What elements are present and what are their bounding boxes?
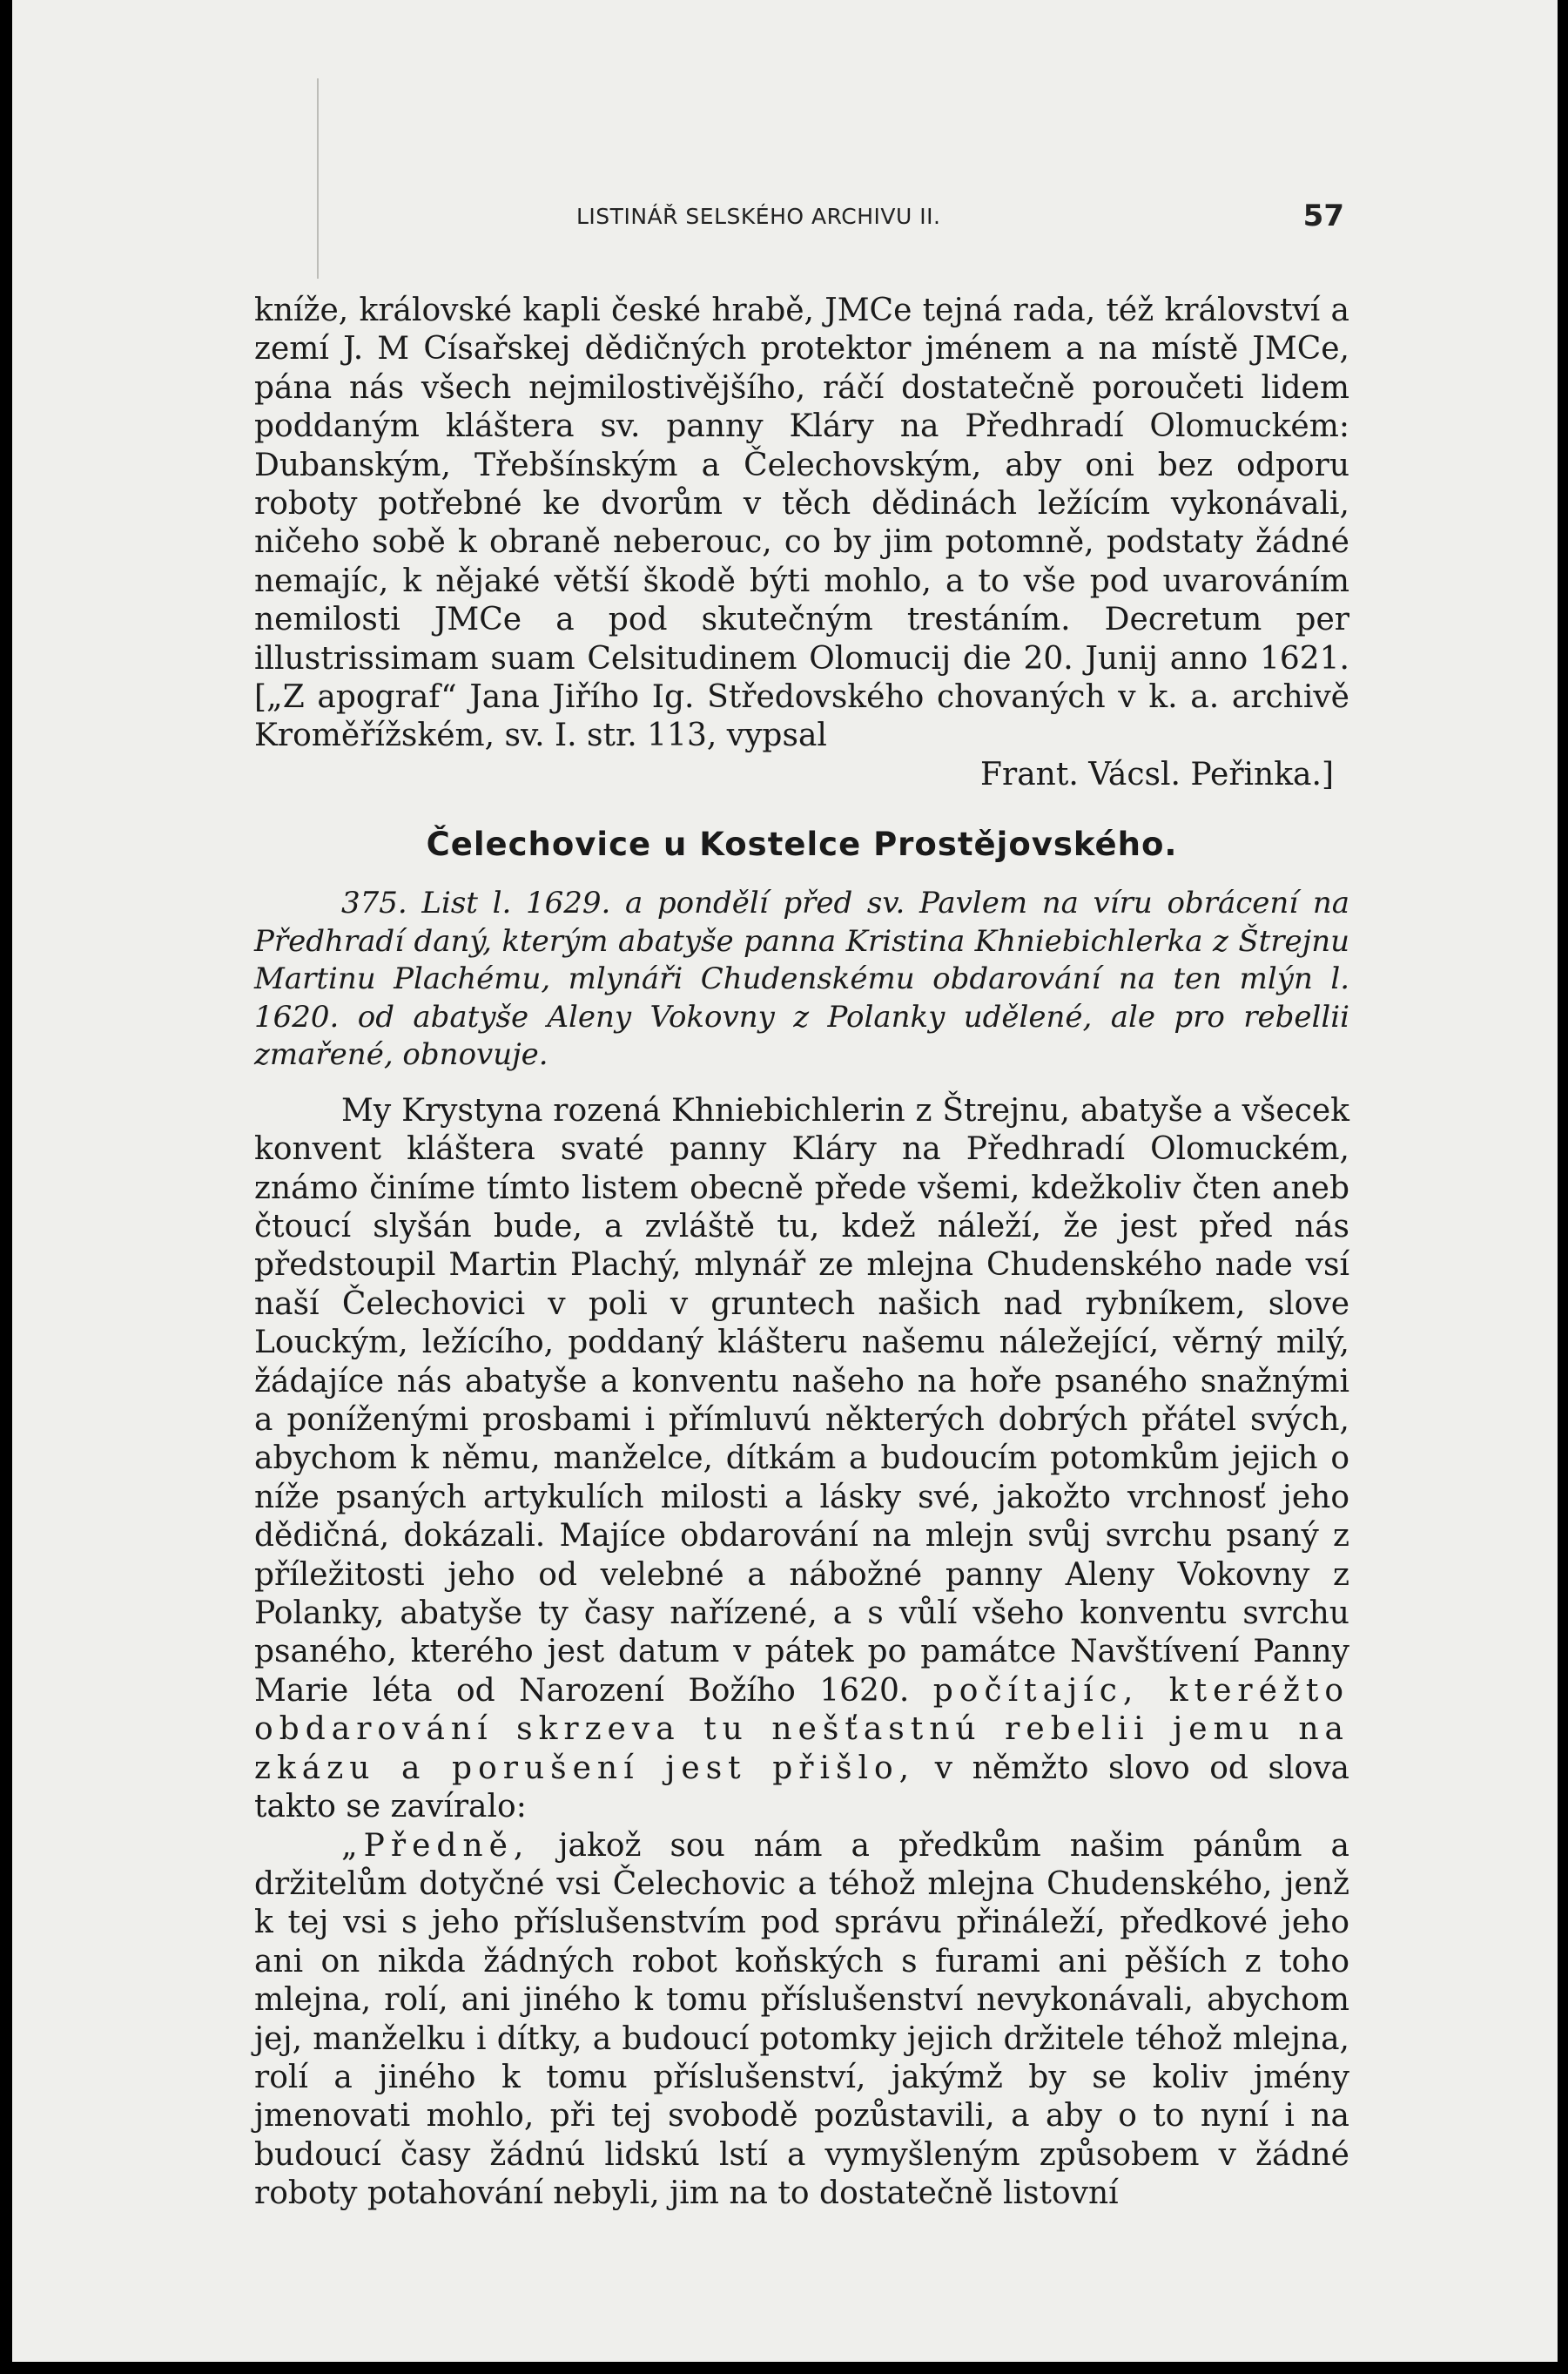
- page-header: [256, 199, 1344, 242]
- page-number: 57: [1302, 199, 1344, 233]
- regest-paragraph: 375. List l. 1629. a pondělí před sv. Pavlem na víru obrácení na Předhradí daný, kterým abatyše panna Kristina Khniebichlerka z Štrejnu Martinu Plachému, mlynáři Chudenskému obdarování na ten mlýn l. 1620. od abatyše Aleny Vokovny z Polanky udělené, ale pro rebellii zmařené, obnovuje.: [254, 886, 1349, 1073]
- page-body: [254, 292, 1349, 2214]
- section-heading: Čelechovice u Kostelce Prostějovského.: [426, 826, 1178, 864]
- paragraph-decree: kníže, královské kapli české hrabě, JMCe tejná rada, též království a zemí J. M Císařskej dědičných protektor jménem a na místě JMCe, pána nás všech nejmilostivějšího, ráčí dostatečně poroučeti lidem poddaným kláštera sv. panny Kláry na Předhradí Olomuckém: Dubanským, Třebšínským a Čelechovským, aby oni bez odporu roboty potřebné ke dvorům v těch dědinách ležícím vykonávali, ničeho sobě k obraně neberouc, co by jim potomně, podstaty žádné nemajíc, k nějaké větší škodě býti mohlo, a to vše pod uvarováním nemilosti JMCe a pod skutečným trestáním. Decretum per illustrissimam suam Celsitudinem Olomucij die 20. Junij anno 1621. [„Z apograf“ Jana Jiřího Ig. Středovského chovaných v k. a. archivě Kroměřížském, sv. I. str. 113, vypsal: [254, 293, 1349, 754]
- paragraph-letter: [254, 1092, 1349, 1827]
- letter-text-2: v němžto slovo od slova takto se zavíralo:: [254, 1750, 1349, 1825]
- paragraph-quote: [254, 1827, 1349, 2214]
- margin-mark: [317, 78, 319, 279]
- quote-text: jakož sou nám a předkům našim pánům a držitelům dotyčné vsi Čelechovic a téhož mlejna Chudenského, jenž k tej vsi s jeho příslušenstvím pod správu přináleží, předkové jeho ani on nikda žádných robot koňských s furami ani pěších z toho mlejna, rolí, ani jiného k tomu příslušenství nevykonávali, abychom jej, manželku i dítky, a budoucí potomky jejich držitele téhož mlejna, rolí a jiného k tomu příslušenství, jakýmž by se koliv jmény jmenovati mohlo, při tej svobodě pozůstavili, a aby o to nyní i na budoucí časy žádnú lidskú lstí a vymyšleným způsobem v žádné roboty potahování nebyli, jim na to dostatečně listovní: [254, 1827, 1349, 2212]
- book-page: [12, 0, 1562, 2362]
- quote-opening: „Předně,: [341, 1827, 530, 1864]
- letter-text-1: My Krystyna rozená Khniebichlerin z Štrejnu, abatyše a všecek konvent kláštera svaté panny Kláry na Předhradí Olomuckém, známo činíme tímto listem obecně přede všemi, kdežkoliv čten aneb čtoucí slyšán bude, a zvláště tu, kdež náleží, že jest před nás předstoupil Martin Plachý, mlynář ze mlejna Chudenského nade vsí naší Čelechovici v poli v gruntech našich nad rybníkem, slove Louckým, ležícího, poddaný klášteru našemu náležející, věrný milý, žádajíce nás abatyše a konventu našeho na hoře psaného snažnými a poníženými prosbami i přímluvú některých dobrých přátel svých, abychom k němu, manželce, dítkám a budoucím potomkům jejich o níže psaných artykulích milosti a lásky své, jakožto vrchnosť jeho dědičná, dokázali. Majíce obdarování na mlejn svůj svrchu psaný z příležitosti jeho od velebné a nábožné panny Aleny Vokovny z Polanky, abatyše ty časy nařízené, a s vůlí všeho konventu svrchu psaného, kterého jest datum v pátek po památce Navštívení Panny Marie léta od Narození Božího 1620.: [254, 1092, 1349, 1709]
- running-title: LISTINÁŘ SELSKÉHO ARCHIVU II.: [576, 204, 941, 229]
- scan-edge: [1558, 0, 1568, 2374]
- letter-text-spaced: počítajíc, kteréžto obdarování skrzeva tu nešťastnú rebelii jemu na zkázu a porušení jest přišlo,: [254, 1672, 1349, 1786]
- signature: Frant. Vácsl. Peřinka.]: [980, 756, 1334, 792]
